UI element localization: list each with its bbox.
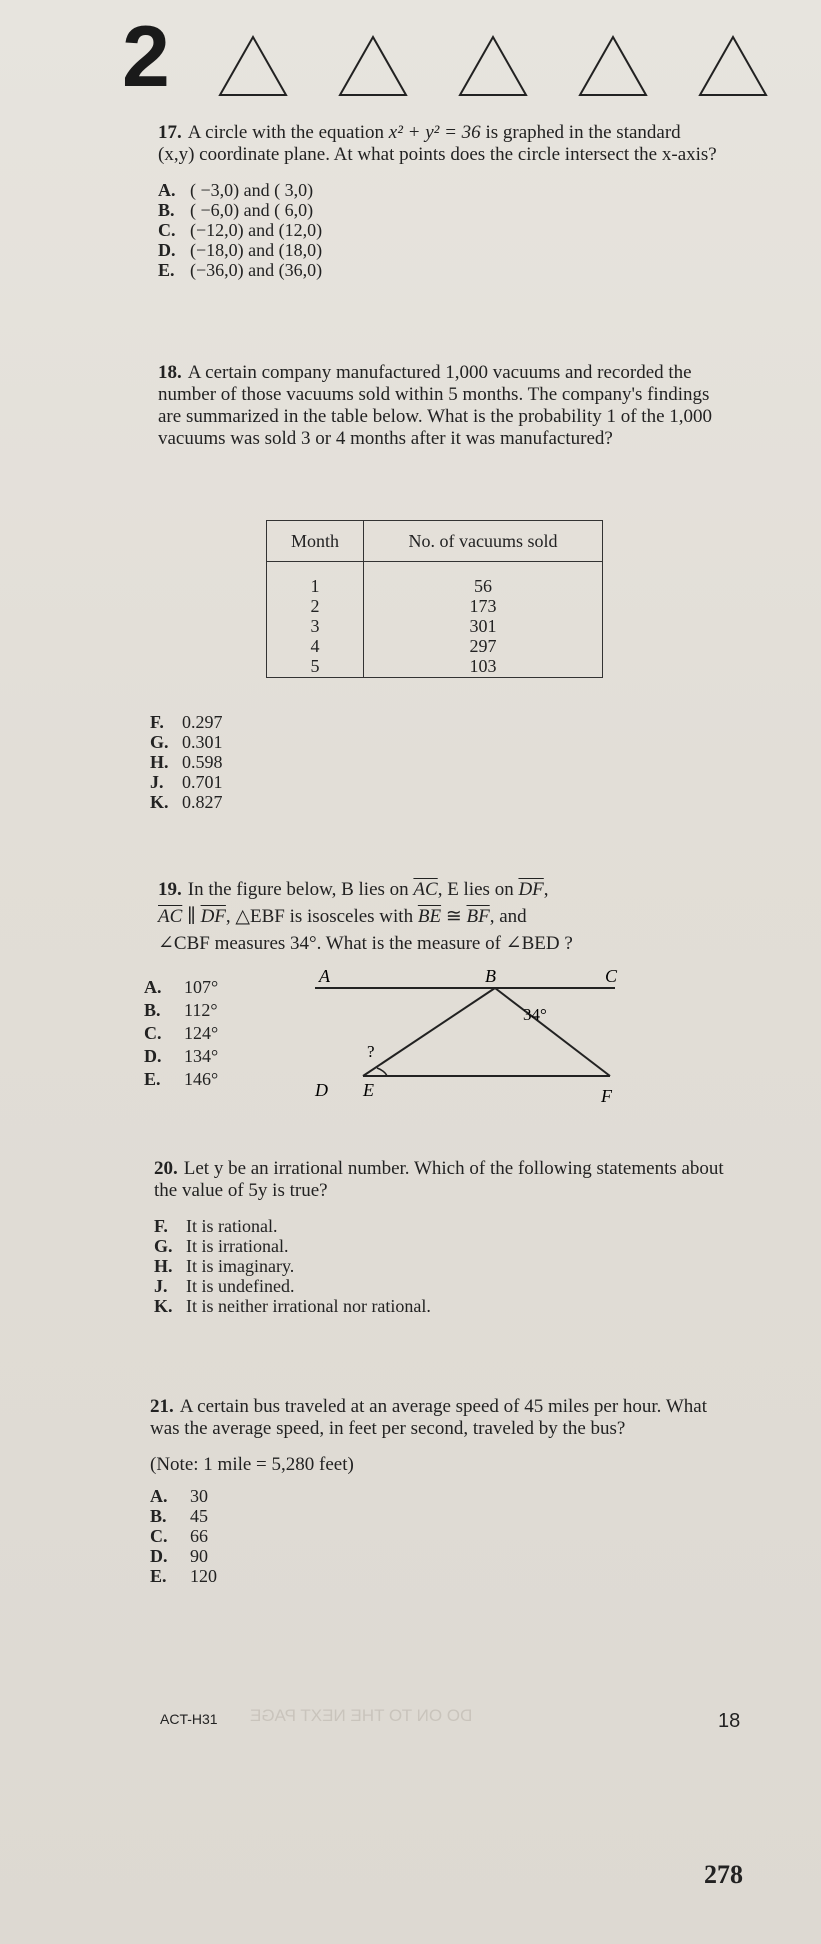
table-header-month: Month bbox=[267, 521, 364, 562]
answer-choice[interactable]: G. It is irrational. bbox=[154, 1236, 289, 1256]
answer-choice[interactable]: D. 90 bbox=[150, 1546, 208, 1566]
answer-choice[interactable]: E. 120 bbox=[150, 1566, 217, 1586]
line-be bbox=[363, 988, 495, 1076]
question-21 bbox=[150, 1396, 720, 1586]
answer-choice[interactable]: J. 0.701 bbox=[150, 772, 223, 792]
answer-choice[interactable]: B. ( −6,0) and ( 6,0) bbox=[158, 200, 314, 220]
question-21-stem: 21. A certain bus traveled at an average speed of 45 miles per hour. What was the average speed, in feet per second, traveled by the bus? bbox=[150, 1396, 707, 1439]
answer-choices bbox=[150, 1486, 720, 1586]
answer-choice[interactable]: A. 30 bbox=[150, 1486, 208, 1506]
question-number: 21. bbox=[150, 1396, 174, 1417]
answer-choice[interactable]: K. 0.827 bbox=[150, 792, 223, 812]
label-f: F bbox=[601, 1086, 612, 1106]
answer-choice[interactable]: H. 0.598 bbox=[150, 752, 223, 772]
answer-choice[interactable]: A. ( −3,0) and ( 3,0) bbox=[158, 180, 314, 200]
question-18-choices bbox=[150, 712, 710, 812]
label-e: E bbox=[363, 1080, 374, 1100]
answer-choice[interactable]: E. 146° bbox=[144, 1069, 219, 1089]
book-page-number: 278 bbox=[704, 1860, 743, 1889]
answer-choice[interactable]: A. 107° bbox=[144, 977, 219, 997]
answer-choice[interactable]: D. (−18,0) and (18,0) bbox=[158, 240, 323, 260]
question-19: 19. In the figure below, B lies on $\overline{AC}$, E lies on $\overline{DF}$, $\overline{AC}$ ∥ $\overline{DF}$, △EBF is isosceles with $\overline{BE}$ ≅ $\overline{BF}$, and ∠CBF measures 34°. What is the measure of ∠BED ? bbox=[158, 879, 573, 954]
month-column: 1 2 3 4 5 bbox=[267, 562, 364, 678]
label-d: D bbox=[315, 1080, 328, 1100]
question-18 bbox=[158, 362, 718, 450]
triangle-icon bbox=[577, 34, 649, 98]
answer-choice[interactable]: E. (−36,0) and (36,0) bbox=[158, 260, 323, 280]
answer-choices bbox=[154, 1216, 724, 1316]
question-17 bbox=[158, 122, 718, 280]
question-number: 20. bbox=[154, 1158, 178, 1179]
answer-choice[interactable]: C. (−12,0) and (12,0) bbox=[158, 220, 323, 240]
answer-choice[interactable]: G. 0.301 bbox=[150, 732, 223, 752]
test-code: ACT-H31 bbox=[160, 1711, 218, 1727]
triangle-icon bbox=[217, 34, 289, 98]
triangle-icon bbox=[697, 34, 769, 98]
answer-choice[interactable]: B. 45 bbox=[150, 1506, 208, 1526]
question-19-choices bbox=[144, 976, 274, 1091]
triangle-icon bbox=[457, 34, 529, 98]
answer-choice[interactable]: F. 0.297 bbox=[150, 712, 223, 732]
vacuum-sales-table bbox=[266, 520, 603, 678]
question-number: 19. bbox=[158, 879, 182, 900]
section-number: 2 bbox=[122, 9, 170, 105]
circle-equation: x² + y² = 36 bbox=[388, 122, 481, 143]
angle-label: 34° bbox=[523, 1005, 547, 1024]
label-a: A bbox=[319, 968, 330, 986]
question-number: 17. bbox=[158, 122, 182, 143]
line-bf bbox=[495, 988, 610, 1076]
answer-choice[interactable]: C. 124° bbox=[144, 1023, 219, 1043]
test-page-number: 18 bbox=[718, 1710, 741, 1732]
answer-choice[interactable]: B. 112° bbox=[144, 1000, 218, 1020]
question-20-stem: 20. Let y be an irrational number. Which of the following statements about the value of 5y is true? bbox=[154, 1158, 724, 1201]
answer-choice[interactable]: J. It is undefined. bbox=[154, 1276, 295, 1296]
question-number: 18. bbox=[158, 362, 182, 383]
unknown-angle-label: ? bbox=[367, 1042, 375, 1061]
question-18-stem: 18. A certain company manufactured 1,000 vacuums and recorded the number of those vacuums sold within 5 months. The company's findings are summarized in the table below. What is the probability 1 of the 1,000 vacuums was sold 3 or 4 months after it was manufactured? bbox=[158, 362, 713, 449]
table-header-sold: No. of vacuums sold bbox=[364, 521, 603, 562]
answer-choice[interactable]: C. 66 bbox=[150, 1526, 208, 1546]
sold-column: 56 173 301 297 103 bbox=[364, 562, 603, 678]
answer-choices bbox=[158, 180, 718, 280]
answer-choice[interactable]: F. It is rational. bbox=[154, 1216, 278, 1236]
bleed-through-text: DO ON TO THE NEXT PAGE bbox=[250, 1706, 473, 1725]
question-21-note: (Note: 1 mile = 5,280 feet) bbox=[150, 1454, 354, 1475]
label-c: C bbox=[605, 968, 618, 986]
answer-choice[interactable]: H. It is imaginary. bbox=[154, 1256, 295, 1276]
angle-arc bbox=[377, 1068, 387, 1076]
answer-choice[interactable]: D. 134° bbox=[144, 1046, 219, 1066]
question-17-stem: 17. A circle with the equation x² + y² = 36 is graphed in the standard (x,y) coordinate plane. At what points does the circle intersect the x-axis? bbox=[158, 122, 717, 165]
label-b: B bbox=[485, 968, 496, 986]
question-20 bbox=[154, 1158, 724, 1316]
answer-choice[interactable]: K. It is neither irrational nor rational. bbox=[154, 1296, 431, 1316]
triangle-icon bbox=[337, 34, 409, 98]
geometry-figure bbox=[305, 968, 625, 1108]
